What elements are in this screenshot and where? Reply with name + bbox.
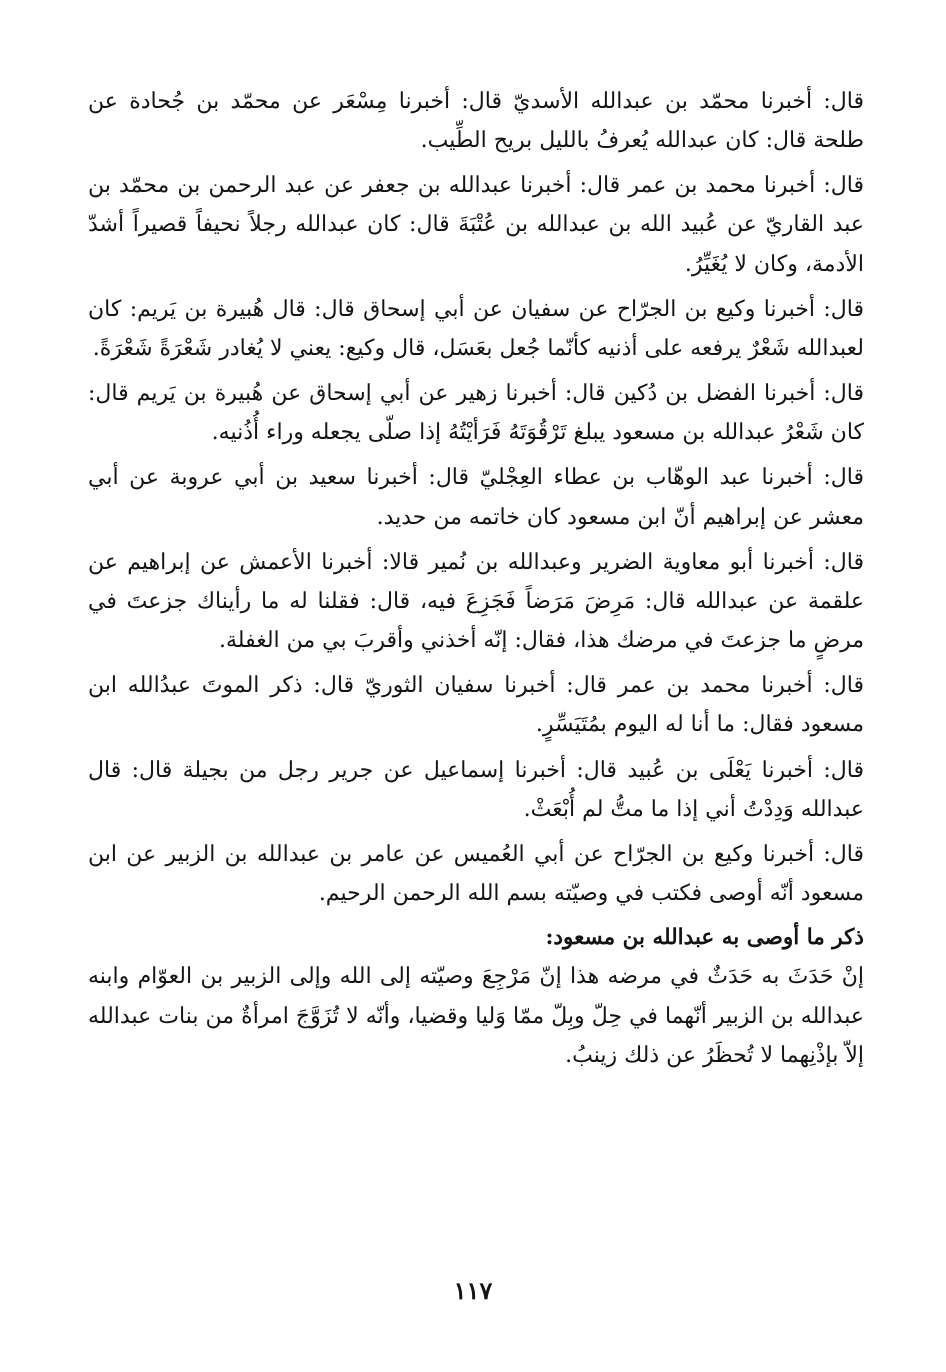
paragraph-3: قال: أخبرنا وكيع بن الجرّاح عن سفيان عن أبي إسحاق قال: قال هُبيرة بن يَريم: كان لعبدالله شَعْرٌ يرفعه على أذنيه كأنّما جُعل بعَسَل، قال وكيع: يعني لا يُغادر شَعْرَةً شَعْرَةً. — [88, 296, 864, 361]
paragraph-6: قال: أخبرنا أبو معاوية الضرير وعبدالله بن نُمير قالا: أخبرنا الأعمش عن إبراهيم عن علقمة عن عبدالله قال: مَرِضَ مَرَضاً فَجَزِعَ فيه، قال: فقلنا له ما رأيناك جزعتَ في مرضٍ ما جزعتَ في مرضك هذا، فقال: إنّه أخذني وأقربَ بي من الغفلة. — [88, 549, 864, 654]
page-body — [88, 82, 864, 1081]
paragraph-5: قال: أخبرنا عبد الوهّاب بن عطاء العِجْليّ قال: أخبرنا سعيد بن أبي عروبة عن أبي معشر عن إبراهيم أنّ ابن مسعود كان خاتمه من حديد. — [88, 465, 864, 530]
paragraph-7: قال: أخبرنا محمد بن عمر قال: أخبرنا سفيان الثوريّ قال: ذكر الموتَ عبدُالله ابن مسعود فقال: ما أنا له اليوم بمُتَيَسِّرٍ. — [88, 673, 864, 738]
final-paragraph: إنْ حَدَثَ به حَدَثٌ في مرضه هذا إنّ مَرْجِعَ وصيّته إلى الله وإلى الزبير بن العوّام وابنه عبدالله بن الزبير أنّهما في حِلّ وبِلّ ممّا وَليا وقضيا، وأنّه لا تُزَوَّجَ امرأةٌ من بنات عبدالله إلاّ بإذْنِهما لا تُحظَرُ عن ذلك زينبُ. — [88, 964, 864, 1068]
page-number: ١١٧ — [453, 1276, 493, 1305]
paragraph-2: قال: أخبرنا محمد بن عمر قال: أخبرنا عبدالله بن جعفر عن عبد الرحمن بن محمّد بن عبد القاريّ عن عُبيد الله بن عبدالله بن عُتْبَةَ قال: كان عبدالله رجلاً نحيفاً قصيراً أشدّ الأدمة، وكان لا يُغَيِّرُ. — [88, 173, 864, 277]
paragraph-8: قال: أخبرنا يَعْلَى بن عُبيد قال: أخبرنا إسماعيل عن جرير رجل من بجيلة قال: قال عبدالله وَدِدْتُ أني إذا ما متُّ لم أُبْعَثْ. — [88, 757, 864, 822]
section-heading: ذكر ما أوصى به عبدالله بن مسعود: — [545, 925, 864, 951]
paragraph-9: قال: أخبرنا وكيع بن الجرّاح عن أبي العُميس عن عامر بن عبدالله بن الزبير عن ابن مسعود أنّه أوصى فكتب في وصيّته بسم الله الرحمن الرحيم. — [88, 841, 864, 906]
paragraph-1: قال: أخبرنا محمّد بن عبدالله الأسديّ قال: أخبرنا مِسْعَر عن محمّد بن جُحادة عن طلحة قال: كان عبدالله يُعرفُ بالليل بريح الطِّيب. — [88, 89, 864, 154]
paragraph-4: قال: أخبرنا الفضل بن دُكين قال: أخبرنا زهير عن أبي إسحاق عن هُبيرة بن يَريم قال: كان شَعْرُ عبدالله بن مسعود يبلغ تَرْقُوَتَهُ فَرَأيْتُهُ إذا صلّى يجعله وراء أُذُنيه. — [88, 381, 864, 446]
